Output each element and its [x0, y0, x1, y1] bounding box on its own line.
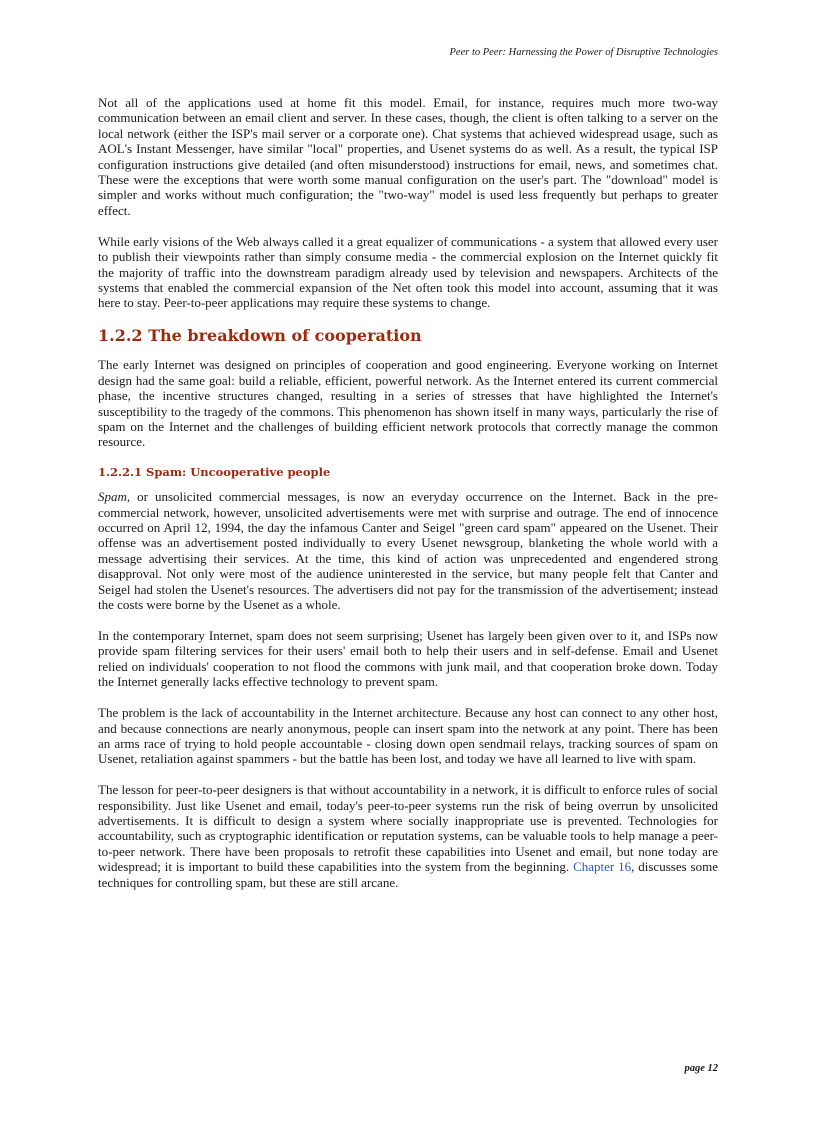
chapter-16-link[interactable]: Chapter 16: [573, 859, 632, 875]
page-content: [98, 95, 718, 906]
paragraph-lesson-tail: , discusses some techniques for controlling spam, but these are still arcane.: [98, 859, 718, 890]
spam-term: Spam: [98, 489, 127, 505]
paragraph-lesson: [98, 782, 718, 890]
paragraph-lesson-text: The lesson for peer-to-peer designers is that without accountability in a network, it is difficult to enforce rules of social responsibility. Just like Usenet and email, today's peer-to-peer systems run the risk of being overrun by unsolicited advertisements. It is difficult to design a system where socially inappropriate use is prevented. Technologies for accountability, such as cryptographic identification or reputation systems, can be valuable tools to help manage a peer-to-peer network. There have been proposals to retrofit these capabilities into Usenet and email, but none today are widespread; it is important to build these capabilities into the system from the beginning.: [98, 782, 718, 875]
paragraph-home-applications: Not all of the applications used at home fit this model. Email, for instance, requires much more two-way communication between an email client and server. In these cases, though, the client is often talking to a server on the local network (either the ISP's mail server or a corporate one). Chat systems that achieved widespread usage, such as AOL's Instant Messenger, have similar "local" properties, and Usenet systems do as well. As a result, the typical ISP configuration instructions give detailed (and often misunderstood) instructions for email, news, and sometimes chat. These were the exceptions that were worth some manual configuration on the user's part. The "download" model is simpler and works without much configuration; the "two-way" model is used less frequently but perhaps to greater effect.: [98, 95, 718, 218]
document-page: [98, 0, 718, 1123]
paragraph-accountability: The problem is the lack of accountability in the Internet architecture. Because any host can connect to any other host, and because connections are nearly anonymous, people can insert spam into the network at any point. There has been an arms race of trying to hold people accountable - closing down open sendmail relays, tracking sources of spam on Usenet, retaliation against spammers - but the battle has been lost, and today we have all learned to live with spam.: [98, 705, 718, 767]
subsection-heading-spam: 1.2.2.1 Spam: Uncooperative people: [98, 465, 331, 480]
paragraph-early-internet: The early Internet was designed on principles of cooperation and good engineering. Everyone working on Internet design had the same goal: build a reliable, efficient, powerful network. As the Internet entered its current commercial phase, the incentive structures changed, resulting in a series of stresses that have highlighted the Internet's susceptibility to the tragedy of the commons. This phenomenon has shown itself in many ways, particularly the rise of spam on the Internet and the challenges of building efficient network protocols that correctly manage the common resource.: [98, 357, 718, 450]
page-number: page 12: [684, 1063, 718, 1074]
paragraph-spam-definition-text: , or unsolicited commercial messages, is now an everyday occurrence on the Internet. Back in the pre-commercial network, however, unsolicited advertisements were met with surprise and outrage. The end of innocence occurred on April 12, 1994, the day the infamous Canter and Seigel "green card spam" appeared on the Usenet. Their offense was an advertisement posted individually to every Usenet newsgroup, blanketing the whole world with a message advertising their services. At the time, this kind of action was unprecedented and engendered strong disapproval. Not only were most of the audience uninterested in the service, but many people felt that Canter and Seigel had stolen the Usenet's resources. The advertisers did not pay for the transmission of the advertisement; instead the costs were borne by the Usenet as a whole.: [98, 489, 718, 613]
section-heading-breakdown-of-cooperation: 1.2.2 The breakdown of cooperation: [98, 326, 422, 346]
paragraph-spam-definition: [98, 489, 718, 612]
paragraph-web-equalizer: While early visions of the Web always called it a great equalizer of communications - a system that allowed every user to publish their viewpoints rather than simply consume media - the commercial explosion on the Internet quickly fit the majority of traffic into the downstream paradigm already used by television and newspapers. Architects of the systems that enabled the commercial expansion of the Net often took this model into account, assuming that it was here to stay. Peer-to-peer applications may require these systems to change.: [98, 233, 718, 311]
running-header: Peer to Peer: Harnessing the Power of Disruptive Technologies: [449, 47, 718, 58]
paragraph-contemporary-internet: In the contemporary Internet, spam does not seem surprising; Usenet has largely been given over to it, and ISPs now provide spam filtering services for their users' email both to help their users and in self-defense. Email and Usenet relied on individuals' cooperation to not flood the commons with junk mail, and that cooperation broke down. Today the Internet generally lacks effective technology to prevent spam.: [98, 627, 718, 690]
